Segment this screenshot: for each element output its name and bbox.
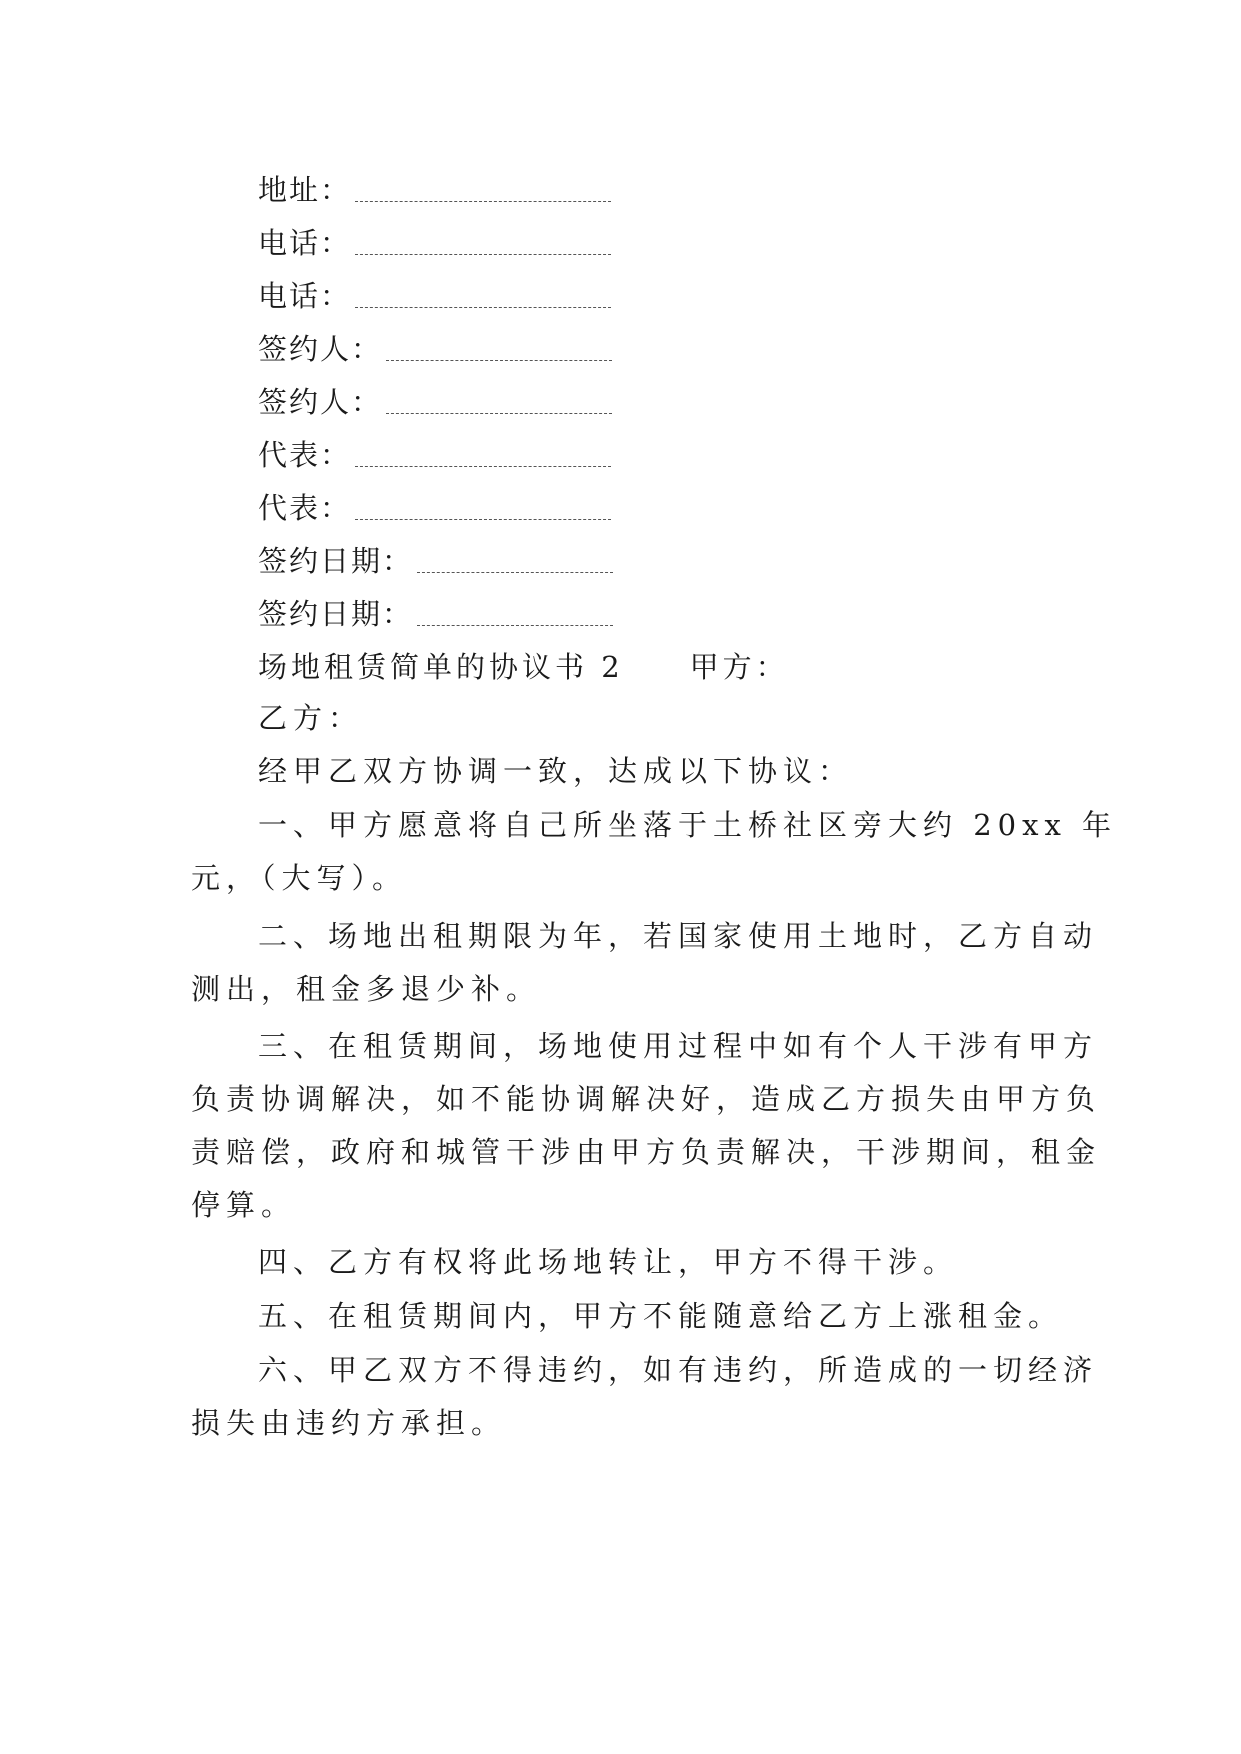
signer-label: 签约人：	[258, 331, 383, 366]
representative-field	[258, 433, 611, 473]
signer-blank[interactable]	[386, 334, 612, 361]
clause-2-line-1: 二、场地出租期限为年，若国家使用土地时，乙方自动	[258, 919, 1099, 953]
clause-4-line-1: 四、乙方有权将此场地转让，甲方不得干涉。	[258, 1245, 959, 1279]
address-blank[interactable]	[355, 175, 611, 202]
sign-date-blank-2[interactable]	[417, 599, 613, 626]
clause-6-line-1: 六、甲乙双方不得违约，如有违约，所造成的一切经济	[258, 1353, 1099, 1387]
signer-blank-2[interactable]	[386, 387, 612, 414]
representative-label-2: 代表：	[258, 490, 352, 525]
signer-label-2: 签约人：	[258, 384, 383, 419]
representative-blank[interactable]	[355, 440, 611, 467]
clause-1-line-1: 一、甲方愿意将自己所坐落于土桥社区旁大约 20xx 年	[258, 808, 1118, 842]
clause-5-line-1: 五、在租赁期间内，甲方不能随意给乙方上涨租金。	[258, 1299, 1064, 1333]
representative-field-2	[258, 486, 611, 526]
agreement-title: 场地租赁简单的协议书 2	[258, 649, 624, 684]
phone-label-2: 电话：	[258, 278, 352, 313]
party-a-label: 甲方：	[689, 649, 789, 684]
address-label: 地址：	[258, 172, 352, 207]
sign-date-field-2	[258, 592, 613, 632]
sign-date-blank[interactable]	[417, 546, 613, 573]
phone-label: 电话：	[258, 225, 352, 260]
address-field	[258, 168, 611, 208]
clause-3-line-3: 责赔偿，政府和城管干涉由甲方负责解决，干涉期间，租金	[191, 1135, 1102, 1169]
clause-3-line-2: 负责协调解决，如不能协调解决好，造成乙方损失由甲方负	[191, 1082, 1102, 1116]
party-b-label: 乙方：	[258, 701, 364, 735]
clause-3-line-1: 三、在租赁期间，场地使用过程中如有个人干涉有甲方	[258, 1029, 1099, 1063]
phone-field-2	[258, 274, 611, 314]
signer-field-2	[258, 380, 612, 420]
representative-label: 代表：	[258, 437, 352, 472]
clause-3-line-4: 停算。	[191, 1188, 297, 1222]
phone-blank[interactable]	[355, 228, 611, 255]
sign-date-label: 签约日期：	[258, 543, 414, 578]
sign-date-field	[258, 539, 613, 579]
phone-blank-2[interactable]	[355, 281, 611, 308]
agreement-intro: 经甲乙双方协调一致，达成以下协议：	[258, 754, 854, 788]
agreement-title-row	[258, 645, 789, 685]
clause-6-line-2: 损失由违约方承担。	[191, 1406, 507, 1440]
signer-field	[258, 327, 612, 367]
phone-field	[258, 221, 611, 261]
clause-2-line-2: 测出，租金多退少补。	[191, 972, 542, 1006]
sign-date-label-2: 签约日期：	[258, 596, 414, 631]
clause-1-line-2: 元，（大写）。	[191, 861, 408, 895]
representative-blank-2[interactable]	[355, 493, 611, 520]
